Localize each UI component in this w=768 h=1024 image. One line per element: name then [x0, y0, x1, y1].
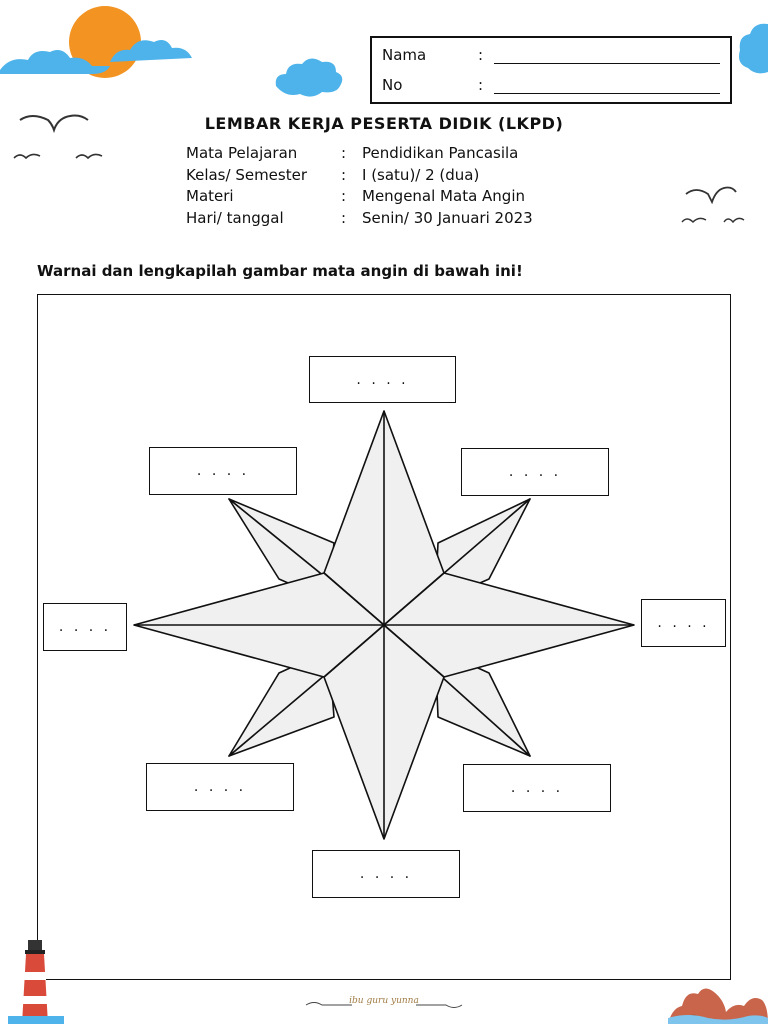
cloud-icon	[736, 20, 768, 76]
lighthouse-icon	[8, 934, 64, 1024]
meta-colon: :	[341, 144, 347, 162]
name-label: Nama	[382, 46, 427, 64]
number-label: No	[382, 76, 403, 94]
meta-colon: :	[341, 208, 347, 227]
meta-value: Pendidikan Pancasila	[362, 144, 519, 162]
answer-box-northwest[interactable]: . . . .	[149, 447, 297, 495]
bird-icon	[680, 214, 708, 226]
meta-value: Senin/ 30 Januari 2023	[362, 208, 533, 227]
answer-box-south[interactable]: . . . .	[312, 850, 460, 898]
bird-icon	[74, 150, 104, 164]
answer-box-southeast[interactable]: . . . .	[463, 764, 611, 812]
bird-icon	[12, 150, 42, 164]
answer-box-west[interactable]: . . . .	[43, 603, 127, 651]
meta-label: Kelas/ Semester	[186, 165, 307, 184]
bird-icon	[684, 184, 738, 204]
answer-box-east[interactable]: . . . .	[641, 599, 726, 647]
student-identity-box	[370, 36, 732, 104]
meta-label: Mata Pelajaran	[186, 144, 298, 162]
sun-clouds-decoration	[0, 0, 200, 90]
number-row	[382, 76, 722, 96]
answer-box-northeast[interactable]: . . . .	[461, 448, 609, 496]
number-colon: :	[478, 76, 484, 94]
meta-value: I (satu)/ 2 (dua)	[362, 165, 480, 184]
rocks-icon	[668, 978, 768, 1024]
answer-box-southwest[interactable]: . . . .	[146, 763, 294, 811]
meta-label: Materi	[186, 187, 234, 205]
meta-value: Mengenal Mata Angin	[362, 187, 526, 205]
name-field[interactable]	[494, 63, 720, 64]
meta-colon: :	[341, 187, 347, 205]
worksheet-title: LEMBAR KERJA PESERTA DIDIK (LKPD)	[204, 114, 564, 133]
meta-colon: :	[341, 165, 347, 184]
name-row	[382, 46, 722, 66]
footer-signature: ibu guru yunna	[349, 996, 419, 1006]
name-colon: :	[478, 46, 484, 64]
bird-icon	[722, 214, 746, 226]
answer-box-north[interactable]: . . . .	[309, 356, 456, 403]
instruction-text: Warnai dan lengkapilah gambar mata angin di bawah ini!	[37, 262, 523, 280]
number-field[interactable]	[494, 93, 720, 94]
meta-label: Hari/ tanggal	[186, 208, 284, 227]
cloud-icon	[272, 54, 346, 100]
activity-frame	[37, 294, 731, 980]
